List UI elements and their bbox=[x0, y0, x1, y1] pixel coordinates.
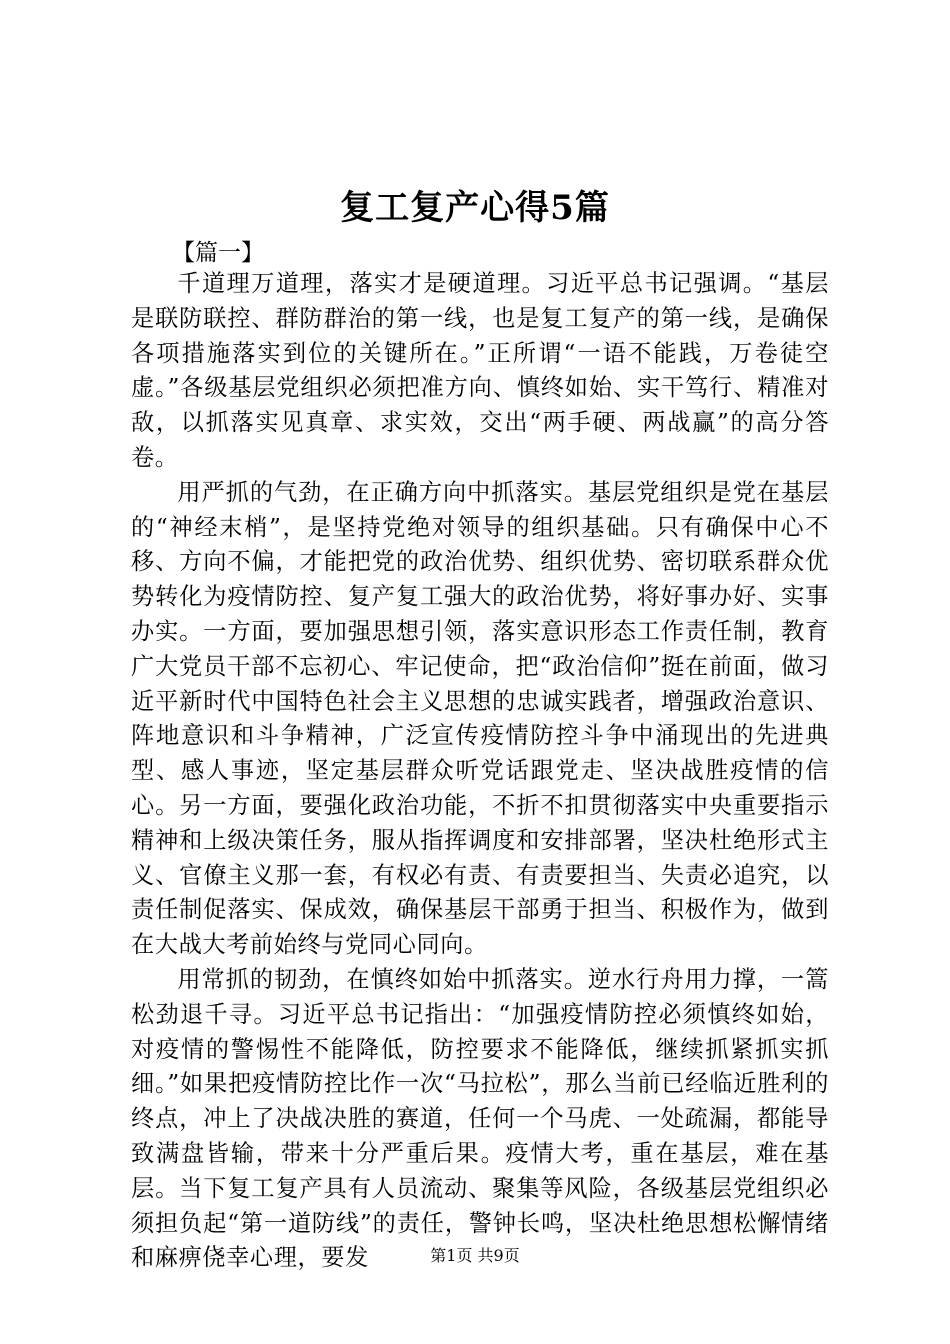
document-body bbox=[131, 267, 829, 1276]
page-number-footer: 第1页 共9页 bbox=[430, 1246, 520, 1265]
section-heading: 【篇一】 bbox=[172, 240, 264, 266]
paragraph-1: 千道理万道理，落实才是硬道理。习近平总书记强调。“基层是联防联控、群防群治的第一线，也是复工复产的第一线，是确保各项措施落实到位的关键所在。”正所谓“一语不能践，万卷徒空虚。”各级基层党组织必须把准方向、慎终如始、实干笃行、精准对敌，以抓落实见真章、求实效，交出“两手硬、两战赢”的高分答卷。 bbox=[131, 270, 829, 471]
paragraph-3: 用常抓的韧劲，在慎终如始中抓落实。逆水行舟用力撑，一篙松劲退千寻。习近平总书记指出：“加强疫情防控必须慎终如始，对疫情的警惕性不能降低，防控要求不能降低，继续抓紧抓实抓细。”如果把疫情防控比作一次“马拉松”，那么当前已经临近胜利的终点，冲上了决战决胜的赛道，任何一个马虎、一处疏漏，都能导致满盘皆输，带来十分严重后果。疫情大考，重在基层，难在基层。当下复工复产具有人员流动、聚集等风险，各级基层党组织必须担负起“第一道防线”的责任，警钟长鸣，坚决杜绝思想松懈情绪和麻痹侥幸心理，要发 bbox=[131, 965, 829, 1272]
paragraph-2: 用严抓的气劲，在正确方向中抓落实。基层党组织是党在基层的“神经末梢”，是坚持党绝对领导的组织基础。只有确保中心不移、方向不偏，才能把党的政治优势、组织优势、密切联系群众优势转化为疫情防控、复产复工强大的政治优势，将好事办好、实事办实。一方面，要加强思想引领，落实意识形态工作责任制，教育广大党员干部不忘初心、牢记使命，把“政治信仰”挺在前面，做习近平新时代中国特色社会主义思想的忠诚实践者，增强政治意识、阵地意识和斗争精神，广泛宣传疫情防控斗争中涌现出的先进典型、感人事迹，坚定基层群众听党话跟党走、坚决战胜疫情的信心。另一方面，要强化政治功能，不折不扣贯彻落实中央重要指示精神和上级决策任务，服从指挥调度和安排部署，坚决杜绝形式主义、官僚主义那一套，有权必有责、有责要担当、失责必追究，以责任制促落实、保成效，确保基层干部勇于担当、积极作为，做到在大战大考前始终与党同心同向。 bbox=[131, 478, 829, 959]
document-title: 复工复产心得5篇 bbox=[340, 188, 610, 228]
